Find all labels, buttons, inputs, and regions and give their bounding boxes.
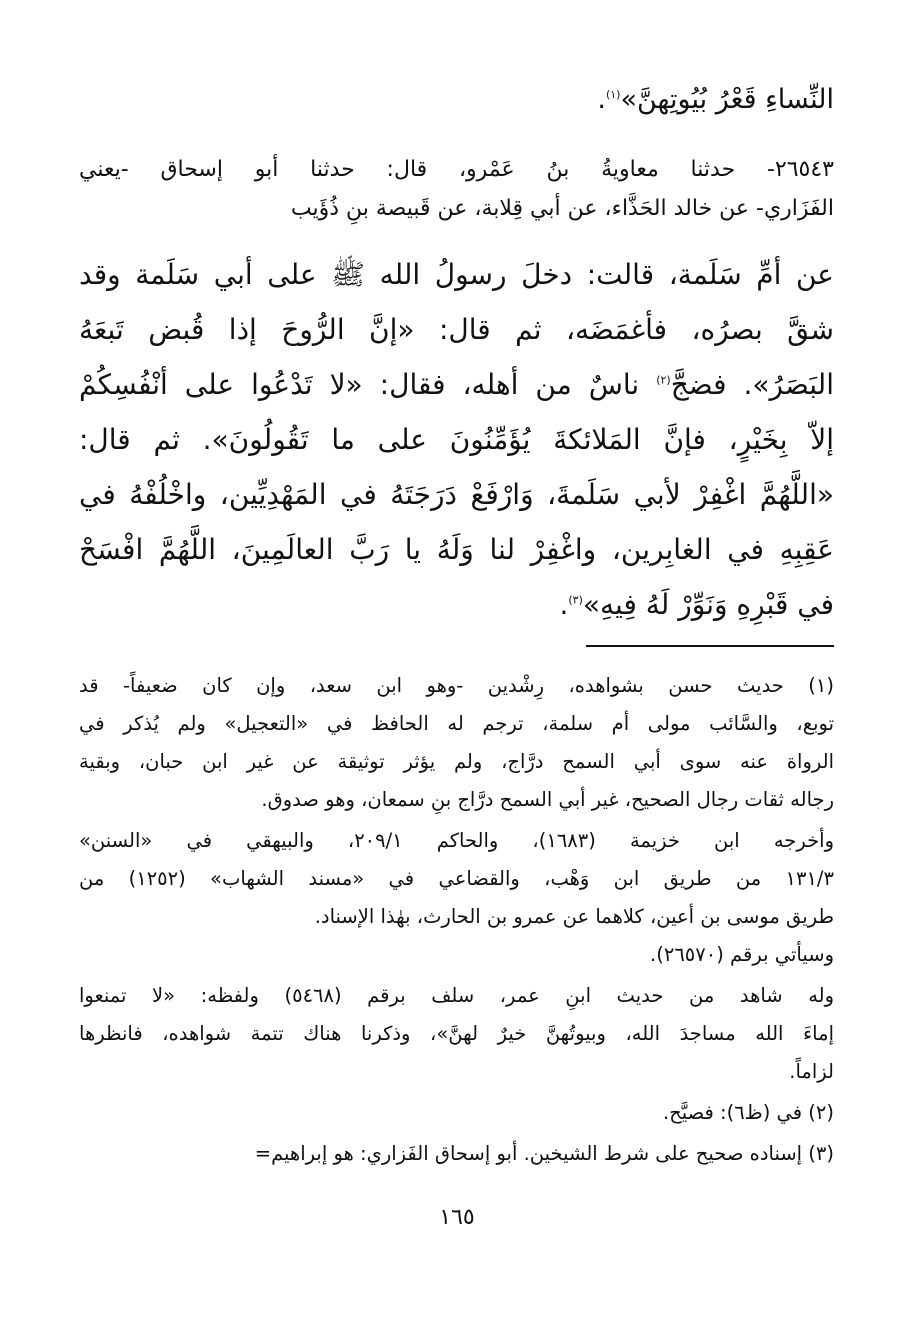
footnote-2 (79, 1094, 834, 1132)
page-number: ١٦٥ (439, 1205, 475, 1230)
footnote-line: ١٣١/٣ من طريق ابن وَهْب، والقضاعي في «مسند الشهاب» (١٢٥٢) من (79, 867, 834, 890)
footnote-line: (٢) في (ظ٦): فصيَّح. (662, 1101, 834, 1124)
footnote-line: (٣) إسناده صحيح على شرط الشيخين. أبو إسحاق الفَزاري: هو إبراهيم= (254, 1142, 834, 1165)
matn-line: إلاّ بِخَيْرٍ، فإنَّ المَلائكةَ يُؤَمِّنُونَ على ما تَقُولُونَ». ثم قال: (79, 423, 834, 456)
footnote-1-takhrij (79, 822, 834, 974)
footnote-ref-2: (٢) (656, 373, 671, 387)
matn-segment: ناسٌ من أهله، فقال: «لا تَدْعُوا على أنْفُسِكُمْ (79, 368, 640, 401)
footnote-line: وأخرجه ابن خزيمة (١٦٨٣)، والحاكم ٢٠٩/١، والبيهقي في «السنن» (79, 829, 834, 852)
continued-text (79, 80, 834, 120)
hadith-matn (79, 247, 834, 632)
matn-line: شقَّ بصرُه، فأغمَضَه، ثم قال: «إنَّ الرُّوحَ إذا قُبض تَبعَهُ (79, 313, 834, 346)
footnote-line: وسيأتي برقم (٢٦٥٧٠). (650, 943, 834, 966)
matn-segment: في قَبْرِهِ وَنَوِّرْ لَهُ فِيهِ» (582, 588, 834, 621)
footnote-3 (79, 1135, 834, 1173)
footnote-line: (١) حديث حسن بشواهده، رِشْدين -وهو ابن سعد، وإن كان ضعيفاً- قد (79, 674, 834, 697)
footnote-line: رجاله ثقات رجال الصحيح، غير أبي السمح درَّاج بنِ سمعان، وهو صدوق. (261, 788, 834, 811)
footnote-line: لزاماً. (789, 1060, 834, 1083)
intro-line: النِّساءِ قَعْرُ بُيُوتِهنَّ» (620, 84, 834, 115)
matn-line: «اللَّهُمَّ اغْفِرْ لأبي سَلَمةَ، وَارْفَعْ دَرَجَتَهُ في المَهْدِيِّين، واخْلُفْهُ في (79, 478, 834, 511)
matn-segment: البَصَرُ». فضجَّ (670, 368, 834, 401)
footnote-separator (586, 645, 834, 647)
footnote-1 (79, 667, 834, 819)
isnad-line: ٢٦٥٤٣- حدثنا معاويةُ بنُ عَمْرو، قال: حدثنا أبو إسحاق -يعني (79, 157, 834, 182)
intro-line-end: . (597, 84, 606, 115)
footnote-line: توبع، والسَّائب مولى أم سلمة، ترجم له الحافظ في «التعجيل» ولم يُذكر في (79, 712, 834, 735)
matn-line (79, 357, 834, 412)
footnote-ref-1: (١) (605, 88, 621, 101)
matn-line: عن أمِّ سَلَمة، قالت: دخلَ رسولُ الله ﷺ على أبي سَلَمة وقد (79, 258, 834, 291)
footnotes (79, 667, 834, 1176)
footnote-line: وله شاهد من حديث ابنِ عمر، سلف برقم (٥٤٦٨) ولفظه: «لا تمنعوا (79, 984, 834, 1007)
footnote-ref-3: (٣) (568, 593, 583, 607)
matn-segment: . (559, 588, 569, 621)
matn-line (79, 577, 834, 632)
footnote-line: طريق موسى بن أعين، كلاهما عن عمرو بن الحارث، بهٰذا الإسناد. (314, 905, 834, 928)
matn-line: عَقِبِهِ في الغابِرين، واغْفِرْ لنا وَلَهُ يا رَبَّ العالَمِينَ، اللَّهُمَّ افْسَحْ (79, 533, 834, 566)
footnote-line: إماءَ الله مساجدَ الله، وبيوتُهنَّ خيرٌ لهنَّ»، وذكرنا هناك تتمة شواهده، فانظرها (79, 1022, 834, 1045)
isnad-line: الفَزَاري- عن خالد الحَذَّاء، عن أبي قِلابة، عن قَبيصة بنِ ذُؤَيب (290, 196, 834, 221)
hadith-isnad (79, 150, 834, 228)
footnote-1-shahid (79, 977, 834, 1091)
footnote-line: الرواة عنه سوى أبي السمح درَّاج، ولم يؤثر توثيقة عن غير ابن حبان، وبقية (79, 750, 834, 773)
